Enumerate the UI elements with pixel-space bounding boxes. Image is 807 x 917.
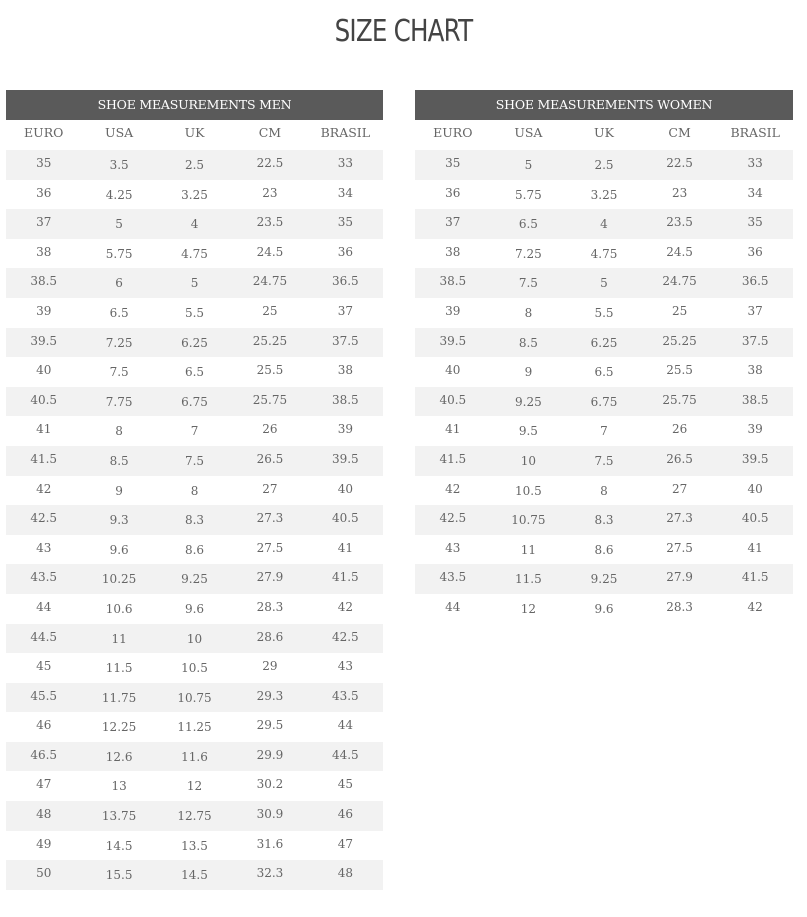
table-cell-cm: 26 [262, 422, 278, 437]
table-cell-cm: 25.25 [662, 333, 697, 348]
table-row [415, 357, 793, 387]
table-cell-brasil: 37.5 [331, 333, 359, 348]
table-cell-brasil: 39 [337, 422, 353, 437]
men-table-header: SHOE MEASUREMENTS MEN [6, 90, 383, 120]
table-cell-usa: 10.6 [105, 601, 133, 616]
column-header-brasil: BRASIL [320, 125, 371, 140]
table-cell-uk: 8.6 [184, 542, 205, 557]
table-row [6, 239, 383, 269]
table-cell-cm: 28.3 [666, 599, 693, 614]
table-row [6, 180, 383, 210]
table-cell-euro: 39 [445, 303, 461, 318]
table-cell-usa: 10.25 [101, 572, 137, 587]
table-cell-usa: 10.5 [515, 483, 542, 498]
table-cell-brasil: 43.5 [331, 688, 359, 703]
table-cell-euro: 41 [36, 422, 52, 437]
table-cell-cm: 24.5 [256, 244, 284, 259]
table-cell-usa: 9.3 [109, 513, 129, 528]
table-cell-uk: 9.25 [181, 572, 208, 587]
table-cell-usa: 3.5 [109, 158, 129, 172]
table-cell-brasil: 41 [747, 540, 763, 555]
table-cell-uk: 7.5 [594, 453, 614, 468]
table-cell-euro: 43.5 [30, 570, 58, 585]
table-row [6, 298, 383, 328]
table-cell-euro: 43.5 [439, 570, 467, 585]
table-cell-brasil: 38 [747, 363, 763, 378]
table-cell-uk: 4 [190, 217, 199, 232]
column-header-uk: UK [184, 125, 205, 140]
table-row [415, 328, 793, 358]
table-cell-uk: 11.25 [177, 720, 212, 735]
table-cell-brasil: 40.5 [331, 511, 359, 526]
table-cell-brasil: 39.5 [741, 451, 769, 466]
table-cell-euro: 42 [36, 481, 52, 496]
table-row [6, 505, 383, 535]
table-cell-brasil: 41 [337, 540, 353, 555]
table-cell-cm: 26.5 [256, 451, 284, 466]
table-cell-euro: 40 [445, 363, 461, 378]
table-cell-euro: 41.5 [439, 451, 467, 466]
table-row [415, 387, 793, 417]
table-cell-usa: 11.75 [101, 690, 137, 705]
table-cell-usa: 11 [111, 631, 127, 646]
table-cell-cm: 28.6 [256, 629, 284, 644]
table-cell-euro: 40.5 [30, 392, 58, 407]
table-cell-euro: 42.5 [439, 511, 467, 526]
table-cell-euro: 38 [36, 244, 52, 259]
table-cell-uk: 6.5 [594, 365, 614, 380]
table-cell-brasil: 37.5 [741, 333, 769, 348]
table-cell-brasil: 42.5 [331, 629, 359, 644]
table-row [415, 298, 793, 328]
table-cell-brasil: 48 [337, 866, 353, 881]
table-cell-uk: 7 [600, 424, 608, 439]
table-cell-euro: 43 [36, 540, 52, 555]
table-cell-uk: 12 [186, 779, 203, 794]
table-cell-brasil: 35 [747, 215, 763, 230]
table-cell-euro: 41.5 [30, 451, 58, 466]
table-cell-cm: 25.5 [666, 363, 693, 378]
table-cell-uk: 4 [600, 217, 608, 232]
table-cell-euro: 39 [36, 303, 52, 318]
table-cell-euro: 38 [445, 244, 461, 259]
table-cell-brasil: 37 [747, 303, 763, 318]
table-cell-cm: 24.75 [662, 274, 697, 289]
table-cell-brasil: 47 [337, 836, 353, 851]
table-cell-uk: 9.6 [184, 601, 205, 616]
table-cell-brasil: 37 [337, 303, 353, 318]
table-cell-usa: 13.75 [101, 809, 137, 824]
table-cell-brasil: 36 [337, 244, 353, 259]
table-cell-brasil: 43 [337, 659, 353, 674]
table-cell-cm: 25.5 [256, 363, 284, 378]
table-cell-euro: 48 [36, 807, 52, 822]
table-cell-cm: 27.5 [256, 540, 284, 555]
table-cell-euro: 49 [36, 836, 52, 851]
table-cell-cm: 22.5 [256, 156, 284, 170]
table-cell-cm: 23 [262, 185, 278, 200]
table-cell-usa: 6.5 [518, 217, 538, 232]
table-row [415, 180, 793, 210]
page-title: SIZE CHART [334, 14, 473, 49]
table-cell-usa: 9 [115, 483, 123, 498]
table-row [415, 268, 793, 298]
table-row [6, 357, 383, 387]
table-row [6, 712, 383, 742]
table-row [415, 505, 793, 535]
table-cell-usa: 5.75 [105, 246, 133, 261]
table-cell-uk: 6.25 [181, 335, 208, 350]
table-cell-brasil: 42 [747, 599, 763, 614]
table-cell-uk: 2.5 [594, 158, 614, 172]
table-cell-euro: 38.5 [439, 274, 467, 289]
table-cell-uk: 6.25 [590, 335, 618, 350]
table-cell-euro: 44 [36, 599, 52, 614]
table-cell-cm: 24.75 [252, 274, 288, 289]
table-cell-uk: 5 [600, 276, 608, 291]
table-row [415, 594, 793, 624]
table-cell-usa: 7.5 [518, 276, 538, 291]
table-row [6, 594, 383, 624]
table-row [6, 416, 383, 446]
table-cell-brasil: 39.5 [331, 451, 359, 466]
table-cell-cm: 25 [262, 303, 278, 318]
table-cell-cm: 26 [671, 422, 688, 437]
table-cell-euro: 36 [445, 185, 461, 200]
column-header-usa: USA [105, 125, 134, 140]
table-cell-euro: 45.5 [30, 688, 58, 703]
table-row [6, 209, 383, 239]
women-table-body [415, 150, 793, 624]
table-cell-uk: 6.75 [181, 394, 208, 409]
table-cell-euro: 40 [36, 363, 52, 378]
column-header-usa: USA [514, 125, 543, 140]
table-cell-euro: 37 [36, 215, 52, 230]
table-cell-cm: 29.9 [256, 747, 284, 762]
table-cell-uk: 7.5 [184, 453, 205, 468]
men-table-body [6, 150, 383, 890]
table-cell-euro: 42 [445, 481, 461, 496]
table-cell-uk: 12.75 [177, 809, 212, 824]
men-size-table [6, 90, 383, 890]
table-cell-brasil: 38.5 [331, 392, 359, 407]
table-cell-uk: 8.3 [184, 513, 205, 528]
table-cell-euro: 42.5 [30, 511, 58, 526]
women-column-headers [415, 120, 793, 150]
column-header-euro: EURO [433, 125, 473, 140]
column-header-cm: CM [258, 125, 282, 140]
table-cell-brasil: 40 [337, 481, 353, 496]
table-cell-uk: 3.25 [590, 187, 618, 202]
table-cell-brasil: 46 [337, 807, 353, 822]
table-cell-cm: 22.5 [666, 156, 693, 170]
table-cell-usa: 13 [111, 779, 127, 794]
table-cell-cm: 29.5 [256, 718, 284, 733]
table-cell-usa: 7.5 [109, 365, 129, 380]
table-row [6, 387, 383, 417]
table-cell-euro: 40.5 [439, 392, 467, 407]
table-cell-uk: 9.6 [594, 601, 614, 616]
table-cell-usa: 14.5 [105, 838, 133, 853]
table-cell-usa: 5 [115, 217, 123, 232]
column-header-cm: CM [668, 125, 691, 140]
table-row [415, 476, 793, 506]
table-cell-brasil: 40.5 [741, 511, 769, 526]
table-cell-brasil: 35 [337, 215, 353, 230]
table-row [6, 535, 383, 565]
table-cell-usa: 10 [520, 453, 537, 468]
table-cell-uk: 8.3 [594, 513, 614, 528]
table-cell-usa: 6.5 [109, 305, 129, 320]
table-cell-cm: 25.75 [252, 392, 288, 407]
table-cell-usa: 9.6 [109, 542, 129, 557]
table-cell-cm: 27.3 [256, 511, 284, 526]
table-row [6, 624, 383, 654]
table-cell-usa: 8 [524, 305, 533, 320]
table-row [6, 742, 383, 772]
table-cell-brasil: 36 [747, 244, 763, 259]
table-cell-uk: 9.25 [590, 572, 618, 587]
table-cell-uk: 6.75 [590, 394, 618, 409]
table-cell-brasil: 42 [337, 599, 353, 614]
table-cell-usa: 9.5 [518, 424, 538, 439]
table-cell-brasil: 40 [747, 481, 763, 496]
table-cell-usa: 15.5 [105, 868, 133, 883]
table-cell-cm: 25 [671, 303, 688, 318]
table-cell-usa: 8.5 [518, 335, 538, 350]
table-cell-euro: 39.5 [30, 333, 58, 348]
table-cell-cm: 25.75 [662, 392, 697, 407]
table-cell-usa: 9.25 [515, 394, 542, 409]
table-cell-euro: 44.5 [30, 629, 58, 644]
table-cell-usa: 4.25 [105, 187, 133, 202]
table-cell-uk: 14.5 [181, 868, 208, 883]
women-size-table [415, 90, 793, 624]
table-cell-cm: 32.3 [256, 866, 284, 881]
table-cell-cm: 30.2 [256, 777, 284, 792]
table-cell-usa: 7.25 [105, 335, 133, 350]
table-cell-euro: 43 [445, 540, 461, 555]
table-cell-usa: 8.5 [109, 453, 129, 468]
table-cell-cm: 27 [262, 481, 278, 496]
table-cell-euro: 47 [36, 777, 52, 792]
table-cell-euro: 39.5 [439, 333, 467, 348]
table-cell-euro: 44 [445, 599, 461, 614]
men-column-headers [6, 120, 383, 150]
table-cell-uk: 10.5 [181, 661, 208, 676]
table-cell-uk: 7 [190, 424, 199, 439]
table-cell-cm: 27 [671, 481, 688, 496]
table-cell-euro: 46 [36, 718, 52, 733]
table-cell-usa: 7.25 [515, 246, 542, 261]
table-cell-euro: 37 [445, 215, 461, 230]
table-cell-uk: 4.75 [181, 246, 208, 261]
table-cell-brasil: 41.5 [331, 570, 359, 585]
table-cell-brasil: 38 [337, 363, 353, 378]
table-cell-euro: 35 [445, 156, 461, 170]
table-cell-cm: 25.25 [252, 333, 288, 348]
table-cell-cm: 27.5 [666, 540, 693, 555]
table-cell-euro: 46.5 [30, 747, 58, 762]
table-cell-usa: 5.75 [515, 187, 542, 202]
table-cell-uk: 8 [600, 483, 608, 498]
table-cell-cm: 29 [262, 659, 278, 674]
table-cell-usa: 11.5 [105, 661, 133, 676]
table-row [415, 446, 793, 476]
table-cell-usa: 5 [524, 158, 533, 172]
table-row [6, 831, 383, 861]
table-cell-uk: 2.5 [184, 158, 205, 172]
table-row [6, 683, 383, 713]
table-cell-uk: 13.5 [181, 838, 208, 853]
table-cell-cm: 26.5 [666, 451, 693, 466]
table-cell-cm: 24.5 [666, 244, 693, 259]
table-cell-brasil: 44 [337, 718, 353, 733]
table-row [6, 653, 383, 683]
table-cell-brasil: 39 [747, 422, 763, 437]
table-row [415, 535, 793, 565]
table-cell-brasil: 45 [337, 777, 353, 792]
table-cell-uk: 6.5 [184, 365, 205, 380]
table-cell-usa: 11 [520, 542, 537, 557]
table-cell-uk: 5.5 [184, 305, 205, 320]
table-cell-usa: 11.5 [515, 572, 542, 587]
table-row [415, 150, 793, 180]
table-row [415, 564, 793, 594]
table-cell-usa: 6 [115, 276, 123, 291]
table-cell-cm: 23.5 [666, 215, 693, 230]
table-row [415, 209, 793, 239]
table-cell-brasil: 41.5 [741, 570, 769, 585]
table-cell-cm: 27.9 [256, 570, 284, 585]
table-cell-brasil: 44.5 [331, 747, 359, 762]
table-cell-euro: 50 [36, 866, 52, 881]
table-cell-euro: 41 [445, 422, 461, 437]
women-table-header: SHOE MEASUREMENTS WOMEN [415, 90, 793, 120]
table-cell-cm: 27.3 [666, 511, 693, 526]
table-row [6, 268, 383, 298]
table-cell-euro: 38.5 [30, 274, 58, 289]
table-row [6, 328, 383, 358]
table-cell-uk: 11.6 [181, 749, 208, 764]
table-row [6, 860, 383, 890]
table-cell-brasil: 33 [747, 156, 763, 170]
table-cell-usa: 12.6 [105, 749, 133, 764]
table-cell-brasil: 34 [747, 185, 763, 200]
table-cell-cm: 28.3 [256, 599, 284, 614]
table-cell-uk: 5 [190, 276, 199, 291]
column-header-euro: EURO [24, 125, 64, 140]
table-cell-brasil: 34 [337, 185, 353, 200]
table-cell-usa: 8 [115, 424, 123, 439]
table-row [6, 801, 383, 831]
table-cell-uk: 8.6 [594, 542, 614, 557]
table-cell-cm: 23.5 [256, 215, 284, 230]
table-row [6, 476, 383, 506]
table-cell-uk: 5.5 [594, 305, 614, 320]
table-row [6, 771, 383, 801]
table-cell-cm: 29.3 [256, 688, 284, 703]
table-cell-usa: 12 [520, 601, 537, 616]
table-cell-cm: 23 [671, 185, 688, 200]
table-cell-uk: 3.25 [181, 187, 208, 202]
table-cell-brasil: 38.5 [741, 392, 769, 407]
table-cell-usa: 9 [524, 365, 533, 380]
table-cell-brasil: 33 [337, 156, 353, 170]
table-cell-usa: 7.75 [105, 394, 133, 409]
table-row [415, 239, 793, 269]
table-cell-usa: 12.25 [101, 720, 137, 735]
table-row [415, 416, 793, 446]
table-cell-brasil: 36.5 [741, 274, 769, 289]
table-row [6, 564, 383, 594]
table-row [6, 446, 383, 476]
table-cell-cm: 31.6 [256, 836, 284, 851]
table-cell-euro: 45 [36, 659, 52, 674]
table-cell-uk: 4.75 [590, 246, 618, 261]
table-cell-euro: 36 [36, 185, 52, 200]
table-cell-cm: 30.9 [256, 807, 284, 822]
table-cell-uk: 10.75 [177, 690, 212, 705]
table-cell-uk: 10 [186, 631, 203, 646]
table-cell-uk: 8 [190, 483, 199, 498]
column-header-brasil: BRASIL [730, 125, 780, 140]
column-header-uk: UK [594, 125, 614, 140]
table-cell-brasil: 36.5 [331, 274, 359, 289]
table-cell-usa: 10.75 [511, 513, 546, 528]
table-cell-cm: 27.9 [666, 570, 693, 585]
table-row [6, 150, 383, 180]
table-cell-euro: 35 [36, 156, 52, 170]
